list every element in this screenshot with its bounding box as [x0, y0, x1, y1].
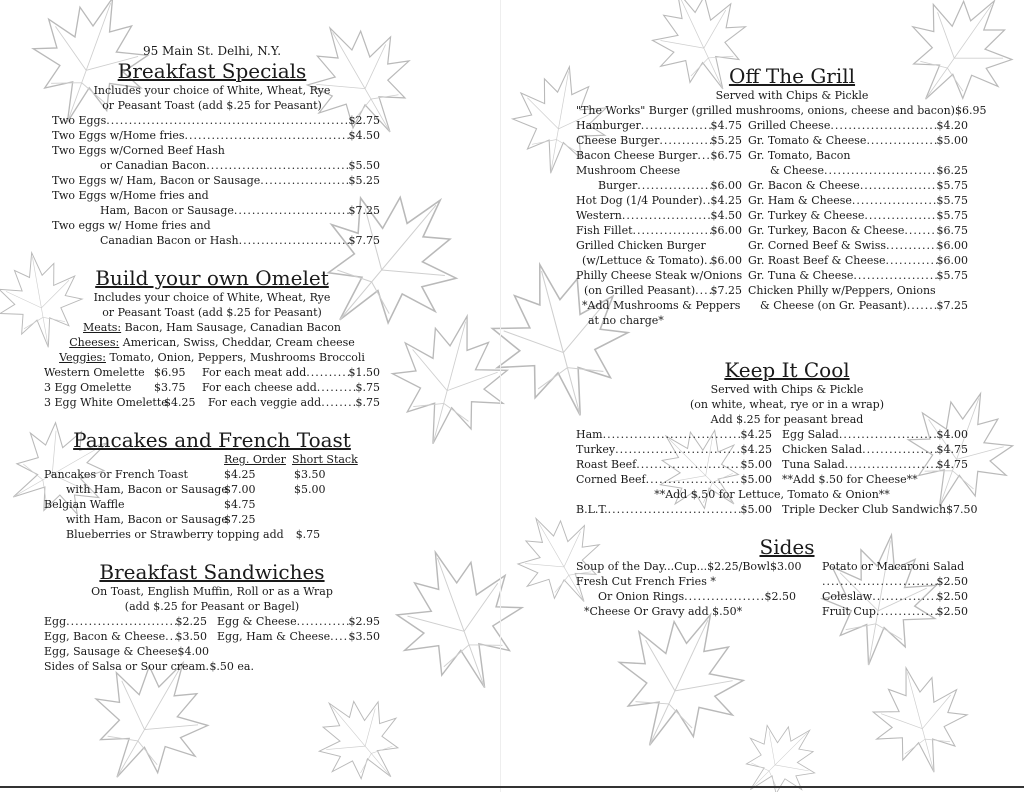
- cool-bottom-row: [576, 502, 978, 517]
- menu-item: Roast Beef ..... $5.00: [576, 457, 772, 472]
- menu-item: Gr. Tomato & Cheese ..... $5.00: [748, 133, 968, 148]
- menu-item: (on Grilled Peasant) ..... $7.25: [576, 283, 742, 298]
- menu-item-line: Two eggs w/ Home fries and: [52, 219, 211, 232]
- menu-item-line: Two Eggs w/Home fries and: [52, 189, 209, 202]
- menu-item: Turkey ..... $4.25: [576, 442, 772, 457]
- menu-item-line: Grilled Chicken Burger: [576, 239, 706, 252]
- meats-line: Meats: Bacon, Ham Sausage, Canadian Bacon: [83, 321, 341, 334]
- menu-item: with Ham, Bacon or Sausage $7.25: [66, 513, 256, 526]
- keep-it-cool-section: [576, 358, 978, 517]
- menu-item-line: Two Eggs w/Corned Beef Hash: [52, 144, 225, 157]
- cheeses-line: Cheeses: American, Swiss, Cheddar, Cream cheese: [69, 336, 355, 349]
- menu-item: Tuna Salad ..... $4.75: [782, 457, 968, 472]
- menu-item-line: Mushroom Cheese: [576, 164, 681, 177]
- section-note: (on white, wheat, rye or in a wrap): [690, 398, 884, 411]
- sides-section: [576, 535, 968, 619]
- menu-item: Western Omelette $6.95 For each meat add ..... $1.50: [44, 365, 380, 380]
- menu-item: Gr. Corned Beef & Swiss ..... $6.00: [748, 238, 968, 253]
- menu-item: Chicken Salad ..... $4.75: [782, 442, 968, 457]
- menu-item: & Cheese (on Gr. Peasant) ..... $7.25: [748, 298, 968, 313]
- off-the-grill-section: [576, 64, 987, 328]
- menu-item-pair: Egg, Bacon & Cheese ..... $3.50 Egg, Ham & Cheese ..... $3.50: [44, 629, 380, 644]
- menu-item: Ham, Bacon or Sausage ..... $7.25: [52, 203, 380, 218]
- off-the-grill-title: Off The Grill: [728, 64, 856, 88]
- pancakes-column-headers: Reg. Order Short Stack: [224, 453, 358, 466]
- menu-item: Or Onion Rings ..... $2.50: [576, 589, 796, 604]
- menu-item: Gr. Tuna & Cheese ..... $5.75: [748, 268, 968, 283]
- menu-item: Gr. Roast Beef & Cheese ..... $6.00: [748, 253, 968, 268]
- menu-item: or Canadian Bacon ..... $5.50: [52, 158, 380, 173]
- page-fold: [500, 0, 501, 792]
- menu-item: Fish Fillet ..... $6.00: [576, 223, 742, 238]
- menu-item: Hot Dog (1/4 Pounder) ..... $4.25: [576, 193, 742, 208]
- menu-item: Hamburger ..... $4.75: [576, 118, 742, 133]
- menu-item: Gr. Bacon & Cheese ..... $5.75: [748, 178, 968, 193]
- section-note: Add $.25 for peasant bread: [710, 413, 864, 426]
- menu-item: Two Eggs w/Home fries ..... $4.50: [52, 128, 380, 143]
- menu-note: *Cheese Or Gravy add $.50*: [584, 605, 743, 618]
- left-panel: [44, 44, 380, 674]
- menu-item: Soup of the Day...Cup...$2.25/Bowl $3.00: [576, 560, 802, 573]
- section-note: or Peasant Toast (add $.25 for Peasant): [102, 306, 322, 319]
- menu-item: Blueberries or Strawberry topping add $.75: [66, 528, 321, 541]
- veggies-line: Veggies: Tomato, Onion, Peppers, Mushrooms Broccoli: [59, 351, 365, 364]
- omelet-title: Build your own Omelet: [95, 266, 329, 290]
- menu-item-line: Chicken Philly w/Peppers, Onions: [748, 284, 936, 297]
- menu-item: Gr. Ham & Cheese ..... $5.75: [748, 193, 968, 208]
- menu-note: at no charge*: [588, 314, 664, 327]
- menu-item: "The Works" Burger (grilled mushrooms, onions, cheese and bacon) $6.95: [576, 104, 987, 117]
- menu-item: with Ham, Bacon or Sausage $7.00 $5.00: [66, 483, 326, 496]
- menu-note: **Add $.50 for Lettuce, Tomato & Onion**: [654, 488, 890, 501]
- menu-item: Cheese Burger ..... $5.25: [576, 133, 742, 148]
- menu-item: Western ..... $4.50: [576, 208, 742, 223]
- omelet-section: [44, 266, 380, 410]
- sides-title: Sides: [759, 535, 815, 559]
- page-edge-line: [0, 786, 1024, 788]
- section-note: On Toast, English Muffin, Roll or as a Wrap: [91, 585, 333, 598]
- breakfast-specials-section: [44, 59, 380, 248]
- keep-it-cool-title: Keep It Cool: [724, 358, 850, 382]
- menu-item: Gr. Turkey & Cheese ..... $5.75: [748, 208, 968, 223]
- menu-item: Sides of Salsa or Sour cream ..... $.50 ea.: [44, 659, 254, 674]
- section-note: Includes your choice of White, Wheat, Rye: [93, 84, 331, 97]
- pancakes-section: [44, 428, 380, 542]
- menu-item-pair: Egg ..... $2.25 Egg & Cheese ..... $2.95: [44, 614, 380, 629]
- breakfast-specials-title: Breakfast Specials: [117, 59, 307, 83]
- sides-columns: [576, 559, 968, 619]
- menu-item-pair: Egg, Sausage & Cheese $4.00: [44, 645, 209, 658]
- menu-item-line: Potato or Macaroni Salad: [822, 560, 965, 573]
- right-panel: [576, 64, 987, 619]
- section-note: (add $.25 for Peasant or Bagel): [124, 600, 300, 613]
- menu-item: B.L.T. ..... $5.00: [576, 502, 772, 517]
- address: 95 Main St. Delhi, N.Y.: [142, 44, 282, 58]
- menu-item: 3 Egg Omelette $3.75 For each cheese add ..... $.75: [44, 380, 380, 395]
- menu-item: Coleslaw ..... $2.50: [822, 589, 968, 604]
- pancakes-title: Pancakes and French Toast: [73, 428, 351, 452]
- menu-item: Burger ..... $6.00: [576, 178, 742, 193]
- menu-item-line: Philly Cheese Steak w/Onions: [576, 269, 742, 282]
- menu-item: Bacon Cheese Burger ..... $6.75: [576, 148, 742, 163]
- menu-item: Triple Decker Club Sandwich $7.50: [782, 503, 978, 516]
- menu-item: & Cheese ..... $6.25: [748, 163, 968, 178]
- menu-item-line: Gr. Tomato, Bacon: [748, 149, 851, 162]
- menu-note: **Add $.50 for Cheese**: [782, 473, 918, 486]
- menu-item: Belgian Waffle $4.75: [44, 498, 256, 511]
- menu-item: Two Eggs w/ Ham, Bacon or Sausage ..... $5.25: [52, 173, 380, 188]
- section-note: Includes your choice of White, Wheat, Rye: [93, 291, 331, 304]
- breakfast-sandwiches-title: Breakfast Sandwiches: [99, 560, 325, 584]
- menu-item: Corned Beef ..... $5.00: [576, 472, 772, 487]
- menu-item: Egg Salad ..... $4.00: [782, 427, 968, 442]
- section-note: Served with Chips & Pickle: [715, 89, 869, 102]
- menu-item: Pancakes or French Toast $4.25 $3.50: [44, 468, 326, 481]
- menu-item: Fruit Cup ..... $2.50: [822, 604, 968, 619]
- cool-columns: [576, 427, 968, 487]
- menu-item: ..... $2.50: [822, 574, 968, 589]
- menu-item: 3 Egg White Omelette $4.25 For each veggie add ..... $.75: [44, 395, 380, 410]
- menu-item: Grilled Cheese ..... $4.20: [748, 118, 968, 133]
- grill-columns: [576, 118, 968, 328]
- menu-item: (w/Lettuce & Tomato) ..... $6.00: [576, 253, 742, 268]
- section-note: or Peasant Toast (add $.25 for Peasant): [102, 99, 322, 112]
- menu-item: Ham ..... $4.25: [576, 427, 772, 442]
- menu-item: Canadian Bacon or Hash ..... $7.75: [52, 233, 380, 248]
- menu-note: *Add Mushrooms & Peppers: [582, 299, 741, 312]
- section-note: Served with Chips & Pickle: [710, 383, 864, 396]
- menu-item-line: Fresh Cut French Fries *: [576, 575, 716, 588]
- menu-item: Two Eggs ..... $2.75: [52, 113, 380, 128]
- menu-item: Gr. Turkey, Bacon & Cheese ..... $6.75: [748, 223, 968, 238]
- breakfast-sandwiches-section: [44, 560, 380, 674]
